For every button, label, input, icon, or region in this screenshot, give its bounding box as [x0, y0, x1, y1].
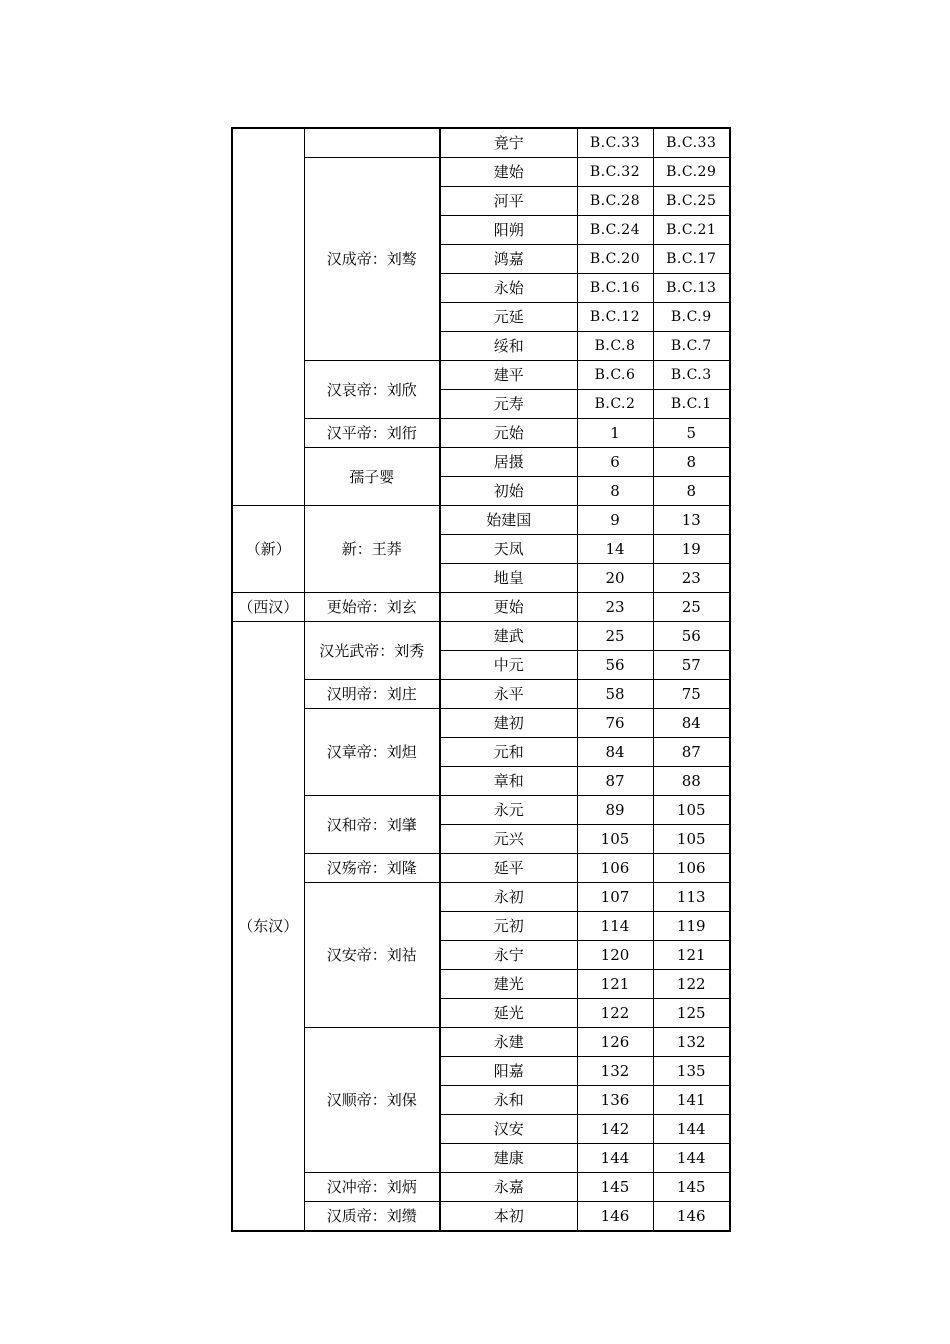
dynasty-cell: （新） — [232, 506, 304, 593]
start-year-cell: 145 — [577, 1173, 653, 1202]
table-row — [232, 448, 730, 477]
end-year-cell: 87 — [653, 738, 730, 767]
table-row — [232, 1202, 730, 1232]
start-year-cell: 126 — [577, 1028, 653, 1057]
end-year-cell: 141 — [653, 1086, 730, 1115]
end-year-cell: 84 — [653, 709, 730, 738]
end-year-cell: 135 — [653, 1057, 730, 1086]
era-name-cell: 始建国 — [440, 506, 577, 535]
emperor-cell: 汉安帝：刘祜 — [304, 883, 440, 1028]
end-year-cell: 144 — [653, 1115, 730, 1144]
table-row — [232, 622, 730, 651]
end-year-cell: 8 — [653, 477, 730, 506]
end-year-cell: B.C.1 — [653, 390, 730, 419]
start-year-cell: 122 — [577, 999, 653, 1028]
era-name-cell: 永元 — [440, 796, 577, 825]
start-year-cell: 1 — [577, 419, 653, 448]
end-year-cell: 144 — [653, 1144, 730, 1173]
dynasty-cell — [232, 128, 304, 506]
table-row — [232, 158, 730, 187]
start-year-cell: 146 — [577, 1202, 653, 1232]
end-year-cell: 122 — [653, 970, 730, 999]
end-year-cell: B.C.17 — [653, 245, 730, 274]
end-year-cell: 23 — [653, 564, 730, 593]
end-year-cell: B.C.25 — [653, 187, 730, 216]
era-name-cell: 元始 — [440, 419, 577, 448]
end-year-cell: 121 — [653, 941, 730, 970]
end-year-cell: 19 — [653, 535, 730, 564]
end-year-cell: B.C.29 — [653, 158, 730, 187]
start-year-cell: 105 — [577, 825, 653, 854]
table-row — [232, 883, 730, 912]
era-name-cell: 建武 — [440, 622, 577, 651]
era-name-cell: 汉安 — [440, 1115, 577, 1144]
start-year-cell: 121 — [577, 970, 653, 999]
era-name-cell: 永宁 — [440, 941, 577, 970]
era-name-cell: 阳朔 — [440, 216, 577, 245]
emperor-cell: 汉成帝：刘骜 — [304, 158, 440, 361]
table-row — [232, 796, 730, 825]
table-row — [232, 419, 730, 448]
end-year-cell: 56 — [653, 622, 730, 651]
end-year-cell: 25 — [653, 593, 730, 622]
era-name-cell: 地皇 — [440, 564, 577, 593]
era-name-cell: 永和 — [440, 1086, 577, 1115]
era-name-cell: 中元 — [440, 651, 577, 680]
era-name-cell: 鸿嘉 — [440, 245, 577, 274]
end-year-cell: 146 — [653, 1202, 730, 1232]
emperor-cell: 汉和帝：刘肇 — [304, 796, 440, 854]
start-year-cell: B.C.16 — [577, 274, 653, 303]
start-year-cell: B.C.12 — [577, 303, 653, 332]
emperor-cell: 汉明帝：刘庄 — [304, 680, 440, 709]
end-year-cell: B.C.13 — [653, 274, 730, 303]
start-year-cell: 76 — [577, 709, 653, 738]
end-year-cell: 8 — [653, 448, 730, 477]
era-name-cell: 天凤 — [440, 535, 577, 564]
era-name-table — [231, 127, 731, 1232]
start-year-cell: B.C.33 — [577, 128, 653, 158]
era-name-cell: 延平 — [440, 854, 577, 883]
end-year-cell: 145 — [653, 1173, 730, 1202]
end-year-cell: 57 — [653, 651, 730, 680]
era-name-cell: 竟宁 — [440, 128, 577, 158]
table-row — [232, 1028, 730, 1057]
start-year-cell: 106 — [577, 854, 653, 883]
emperor-cell: 汉平帝：刘衎 — [304, 419, 440, 448]
start-year-cell: B.C.20 — [577, 245, 653, 274]
end-year-cell: 105 — [653, 796, 730, 825]
start-year-cell: B.C.8 — [577, 332, 653, 361]
table-row — [232, 361, 730, 390]
end-year-cell: B.C.3 — [653, 361, 730, 390]
dynasty-cell: （东汉） — [232, 622, 304, 1232]
era-name-cell: 元初 — [440, 912, 577, 941]
dynasty-cell: （西汉） — [232, 593, 304, 622]
era-name-cell: 永建 — [440, 1028, 577, 1057]
era-name-cell: 永平 — [440, 680, 577, 709]
start-year-cell: 25 — [577, 622, 653, 651]
era-name-cell: 元寿 — [440, 390, 577, 419]
era-name-cell: 建初 — [440, 709, 577, 738]
start-year-cell: B.C.28 — [577, 187, 653, 216]
era-name-cell: 元兴 — [440, 825, 577, 854]
era-name-cell: 永嘉 — [440, 1173, 577, 1202]
emperor-cell: 汉冲帝：刘炳 — [304, 1173, 440, 1202]
start-year-cell: 84 — [577, 738, 653, 767]
end-year-cell: B.C.7 — [653, 332, 730, 361]
end-year-cell: B.C.33 — [653, 128, 730, 158]
start-year-cell: B.C.2 — [577, 390, 653, 419]
start-year-cell: 142 — [577, 1115, 653, 1144]
era-name-cell: 永始 — [440, 274, 577, 303]
end-year-cell: 5 — [653, 419, 730, 448]
end-year-cell: 125 — [653, 999, 730, 1028]
start-year-cell: 87 — [577, 767, 653, 796]
table-row — [232, 593, 730, 622]
era-name-cell: 阳嘉 — [440, 1057, 577, 1086]
start-year-cell: 9 — [577, 506, 653, 535]
start-year-cell: 120 — [577, 941, 653, 970]
emperor-cell: 新：王莽 — [304, 506, 440, 593]
era-name-cell: 河平 — [440, 187, 577, 216]
era-name-cell: 居摄 — [440, 448, 577, 477]
era-name-cell: 本初 — [440, 1202, 577, 1232]
era-name-cell: 延光 — [440, 999, 577, 1028]
start-year-cell: 132 — [577, 1057, 653, 1086]
end-year-cell: B.C.21 — [653, 216, 730, 245]
era-name-cell: 更始 — [440, 593, 577, 622]
start-year-cell: 14 — [577, 535, 653, 564]
end-year-cell: 106 — [653, 854, 730, 883]
emperor-cell: 汉章帝：刘炟 — [304, 709, 440, 796]
start-year-cell: B.C.6 — [577, 361, 653, 390]
era-name-cell: 章和 — [440, 767, 577, 796]
era-name-cell: 初始 — [440, 477, 577, 506]
emperor-cell: 汉顺帝：刘保 — [304, 1028, 440, 1173]
end-year-cell: 13 — [653, 506, 730, 535]
table-row — [232, 854, 730, 883]
era-name-cell: 建康 — [440, 1144, 577, 1173]
emperor-cell: 汉哀帝：刘欣 — [304, 361, 440, 419]
emperor-cell: 汉光武帝：刘秀 — [304, 622, 440, 680]
emperor-cell: 汉殇帝：刘隆 — [304, 854, 440, 883]
era-name-cell: 元延 — [440, 303, 577, 332]
end-year-cell: 113 — [653, 883, 730, 912]
table-row — [232, 680, 730, 709]
end-year-cell: 119 — [653, 912, 730, 941]
table-row — [232, 1173, 730, 1202]
emperor-cell — [304, 128, 440, 158]
start-year-cell: 58 — [577, 680, 653, 709]
end-year-cell: 75 — [653, 680, 730, 709]
start-year-cell: 56 — [577, 651, 653, 680]
end-year-cell: 105 — [653, 825, 730, 854]
start-year-cell: B.C.24 — [577, 216, 653, 245]
emperor-cell: 更始帝：刘玄 — [304, 593, 440, 622]
era-name-cell: 元和 — [440, 738, 577, 767]
end-year-cell: 88 — [653, 767, 730, 796]
table-row — [232, 128, 730, 158]
start-year-cell: 144 — [577, 1144, 653, 1173]
end-year-cell: 132 — [653, 1028, 730, 1057]
era-name-cell: 永初 — [440, 883, 577, 912]
table-row — [232, 506, 730, 535]
era-name-cell: 绥和 — [440, 332, 577, 361]
end-year-cell: B.C.9 — [653, 303, 730, 332]
emperor-cell: 孺子婴 — [304, 448, 440, 506]
start-year-cell: 136 — [577, 1086, 653, 1115]
start-year-cell: 107 — [577, 883, 653, 912]
start-year-cell: 6 — [577, 448, 653, 477]
start-year-cell: B.C.32 — [577, 158, 653, 187]
start-year-cell: 8 — [577, 477, 653, 506]
start-year-cell: 89 — [577, 796, 653, 825]
emperor-cell: 汉质帝：刘缵 — [304, 1202, 440, 1232]
start-year-cell: 23 — [577, 593, 653, 622]
era-name-cell: 建始 — [440, 158, 577, 187]
era-name-cell: 建光 — [440, 970, 577, 999]
era-name-cell: 建平 — [440, 361, 577, 390]
table-row — [232, 709, 730, 738]
start-year-cell: 114 — [577, 912, 653, 941]
start-year-cell: 20 — [577, 564, 653, 593]
